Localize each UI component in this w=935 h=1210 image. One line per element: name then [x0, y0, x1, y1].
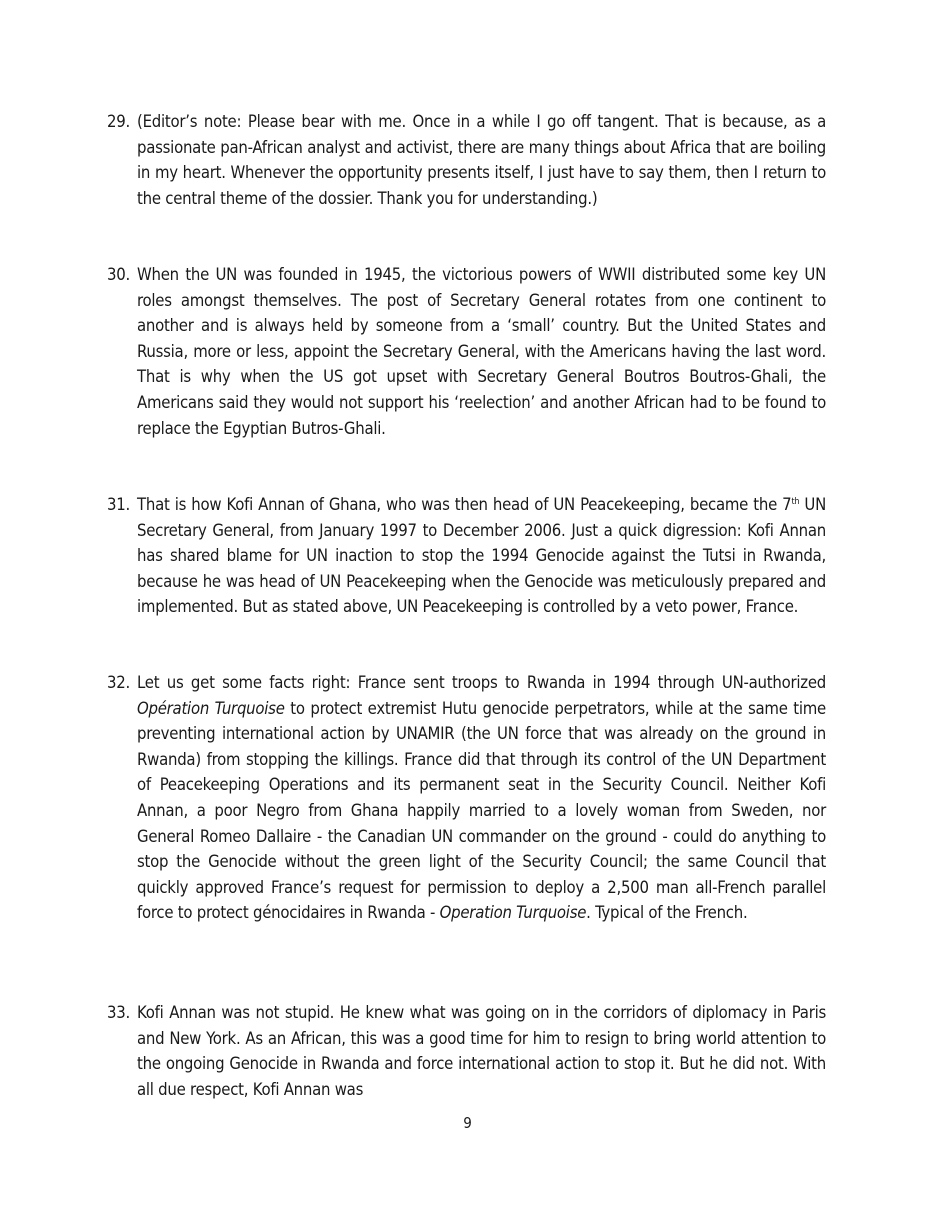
paragraph-number: 30.	[107, 265, 130, 284]
text-segment: to protect extremist Hutu genocide perpetrators, while at the same time preventing international action by UNAMIR (the UN force that was already on the ground in Rwanda) from stopping the killings. France did that through its control of the UN Department of Peacekeeping Operations and its permanent seat in the Security Council. Neither Kofi Annan, a poor Negro from Ghana happily married to a lovely woman from Sweden, nor General Romeo Dallaire - the Canadian UN commander on the ground - could do anything to stop the Genocide without the green light of the Security Council; the same Council that quickly approved France’s request for permission to deploy a 2,500 man all-French parallel force to protect génocidaires in Rwanda -	[137, 698, 826, 923]
paragraph-number: 29.	[107, 112, 130, 131]
page-number: 9	[463, 1114, 472, 1132]
paragraph-number: 33.	[107, 1003, 130, 1022]
italic-operation-name: Opération Turquoise	[137, 698, 285, 718]
paragraph-30	[107, 262, 826, 441]
paragraph-text	[137, 670, 826, 926]
paragraph-32	[107, 670, 826, 926]
paragraph-text: (Editor’s note: Please bear with me. Once in a while I go off tangent. That is because, as a passionate pan-African analyst and activist, there are many things about Africa that are boiling in my heart. Whenever the opportunity presents itself, I just have to say them, then I return to the central theme of the dossier. Thank you for understanding.)	[137, 112, 826, 208]
paragraph-29	[107, 109, 826, 211]
text-segment: Let us get some facts right: France sent troops to Rwanda in 1994 through UN-authorized	[137, 673, 826, 692]
text-segment: That is how Kofi Annan of Ghana, who was then head of UN Peacekeeping, became the 7	[137, 495, 792, 514]
paragraph-number: 31.	[107, 495, 130, 514]
paragraph-number: 32.	[107, 673, 130, 692]
italic-operation-name: Operation Turquoise	[439, 903, 587, 923]
ordinal-superscript: th	[791, 497, 800, 507]
text-segment: UN Secretary General, from January 1997 to December 2006. Just a quick digression: Kofi Annan has shared blame for UN inaction to stop the 1994 Genocide against the Tutsi in Rwanda, because he was head of UN Peacekeeping when the Genocide was meticulously prepared and implemented. But as stated above, UN Peacekeeping is controlled by a veto power, France.	[137, 495, 826, 617]
paragraph-31	[107, 492, 826, 620]
paragraph-text: Kofi Annan was not stupid. He knew what was going on in the corridors of diplomacy in Paris and New York. As an African, this was a good time for him to resign to bring world attention to the ongoing Genocide in Rwanda and force international action to stop it. But he did not. With all due respect, Kofi Annan was	[137, 1003, 826, 1099]
paragraph-text: When the UN was founded in 1945, the victorious powers of WWII distributed some key UN roles amongst themselves. The post of Secretary General rotates from one continent to another and is always held by someone from a ‘small’ country. But the United States and Russia, more or less, appoint the Secretary General, with the Americans having the last word. That is why when the US got upset with Secretary General Boutros Boutros-Ghali, the Americans said they would not support his ‘reelection’ and another African had to be found to replace the Egyptian Butros-Ghali.	[137, 265, 826, 438]
text-segment: . Typical of the French.	[586, 903, 748, 923]
paragraph-33	[107, 1000, 826, 1102]
paragraph-text	[137, 492, 826, 620]
